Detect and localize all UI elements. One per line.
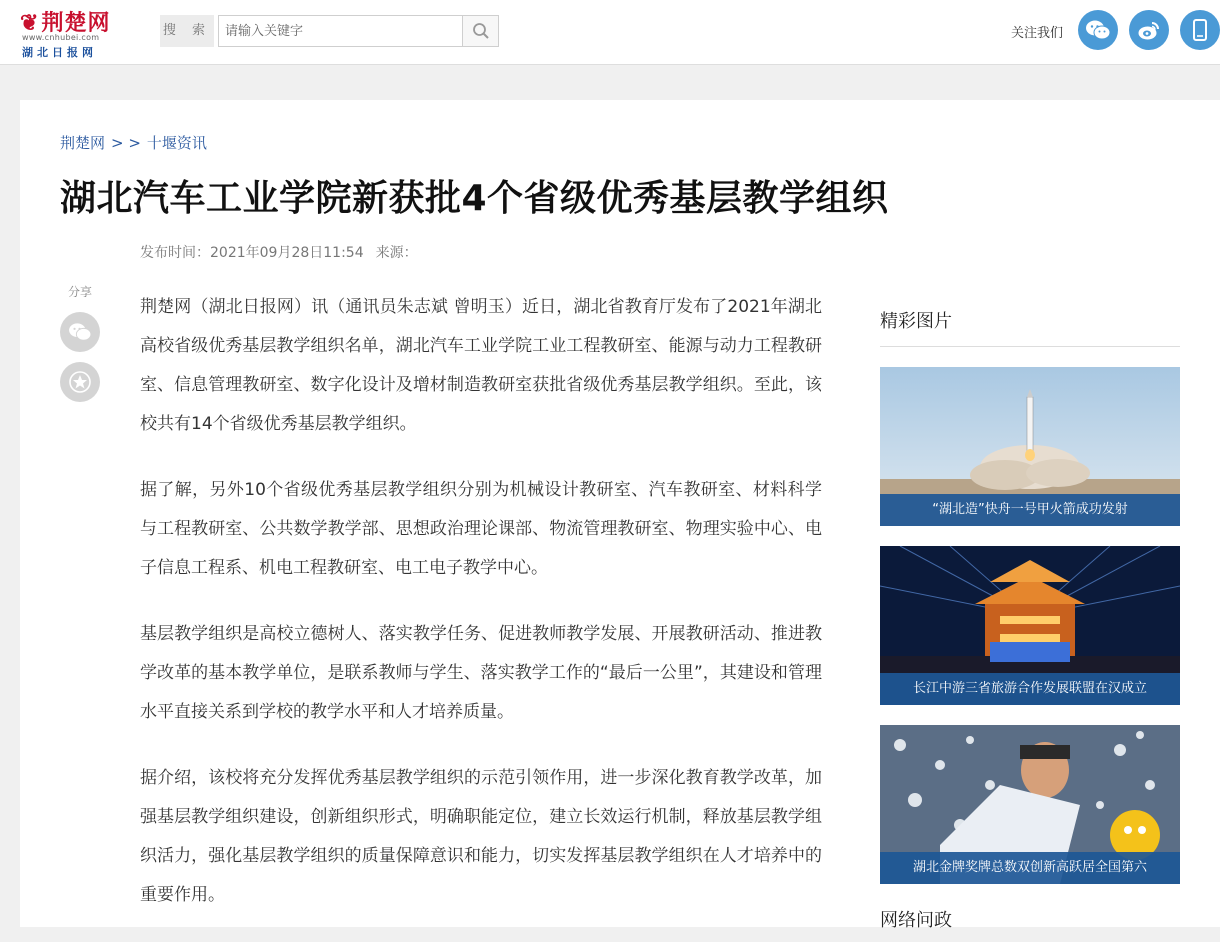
gallery-picture[interactable] <box>880 546 1180 705</box>
article-paragraph: 据介绍，该校将充分发挥优秀基层教学组织的示范引领作用，进一步深化教育教学改革，加强基层教学组织建设，创新组织形式，明确职能定位，建立长效运行机制，释放基层教学组织活力，强化基层教学组织的质量保障意识和能力，切实发挥基层教学组织在人才培养中的重要作用。 <box>140 768 822 905</box>
breadcrumb <box>60 132 207 153</box>
breadcrumb-home[interactable]: 荆楚网 <box>60 134 106 152</box>
follow-us-label: 关注我们 <box>1011 26 1064 41</box>
search-label: 搜 索 <box>160 15 214 47</box>
source-label: 来源： <box>375 245 418 261</box>
top-header <box>0 0 1220 65</box>
mobile-icon <box>1193 19 1207 41</box>
weibo-button[interactable] <box>1129 10 1169 50</box>
share-wechat-button[interactable] <box>60 312 100 352</box>
article-paragraph: 据了解，另外10个省级优秀基层教学组织分别为机械设计教研室、汽车教研室、材料科学与工程教研室、公共数学教学部、思想政治理论课部、物流管理教研室、物理实验中心、电子信息工程系、机电工程教研室、电工电子教学中心。 <box>140 480 822 578</box>
article-body <box>140 288 822 942</box>
gallery-picture[interactable] <box>880 725 1180 884</box>
publish-time: 2021年09月28日11:54 <box>210 245 364 261</box>
search-icon <box>472 22 490 40</box>
share-label: 分享 <box>68 285 93 299</box>
breadcrumb-separator: > > <box>111 134 141 152</box>
article-card <box>20 100 1220 931</box>
wechat-button[interactable] <box>1078 10 1118 50</box>
mobile-button[interactable] <box>1180 10 1220 50</box>
wechat-icon <box>1085 19 1111 41</box>
weibo-icon <box>1137 19 1161 41</box>
gallery-picture[interactable] <box>880 367 1180 526</box>
star-icon <box>69 371 91 393</box>
article-paragraph: 基层教学组织是高校立德树人、落实教学任务、促进教师教学发展、开展教研活动、推进教学改革的基本教学单位，是联系教师与学生、落实教学工作的“最后一公里”，其建设和管理水平直接关系到学校的教学水平和人才培养质量。 <box>140 624 822 722</box>
online-inquiry-title: 网络问政 <box>880 910 952 931</box>
article-meta <box>140 242 418 262</box>
wechat-icon <box>68 322 92 342</box>
gallery-divider <box>880 346 1180 347</box>
logo-name: 荆楚网 <box>41 10 111 36</box>
picture-caption: “湖北造”快舟一号甲火箭成功发射 <box>880 494 1180 526</box>
gallery-title: 精彩图片 <box>880 311 952 332</box>
search-button[interactable] <box>462 15 499 47</box>
logo-mark-icon: ❦ <box>20 10 40 36</box>
publish-label: 发布时间： <box>140 245 210 261</box>
article-paragraph: 荆楚网（湖北日报网）讯（通讯员朱志斌 曾明玉）近日，湖北省教育厅发布了2021年湖北高校省级优秀基层教学组织名单，湖北汽车工业学院工业工程教研室、能源与动力工程教研室、信息管理教研室、数字化设计及增材制造教研室获批省级优秀基层教学组织。至此，该校共有14个省级优秀基层教学组织。 <box>140 297 822 434</box>
logo-subtitle: 湖北日报网 <box>22 46 97 59</box>
favorite-button[interactable] <box>60 362 100 402</box>
picture-caption: 湖北金牌奖牌总数双创新高跃居全国第六 <box>880 852 1180 884</box>
search-input[interactable] <box>218 15 465 47</box>
picture-caption: 长江中游三省旅游合作发展联盟在汉成立 <box>880 673 1180 705</box>
site-logo[interactable] <box>20 6 130 59</box>
logo-url: www.cnhubei.com <box>22 33 100 42</box>
article-title: 湖北汽车工业学院新获批4个省级优秀基层教学组织 <box>60 178 889 219</box>
breadcrumb-section[interactable]: 十堰资讯 <box>146 134 207 152</box>
